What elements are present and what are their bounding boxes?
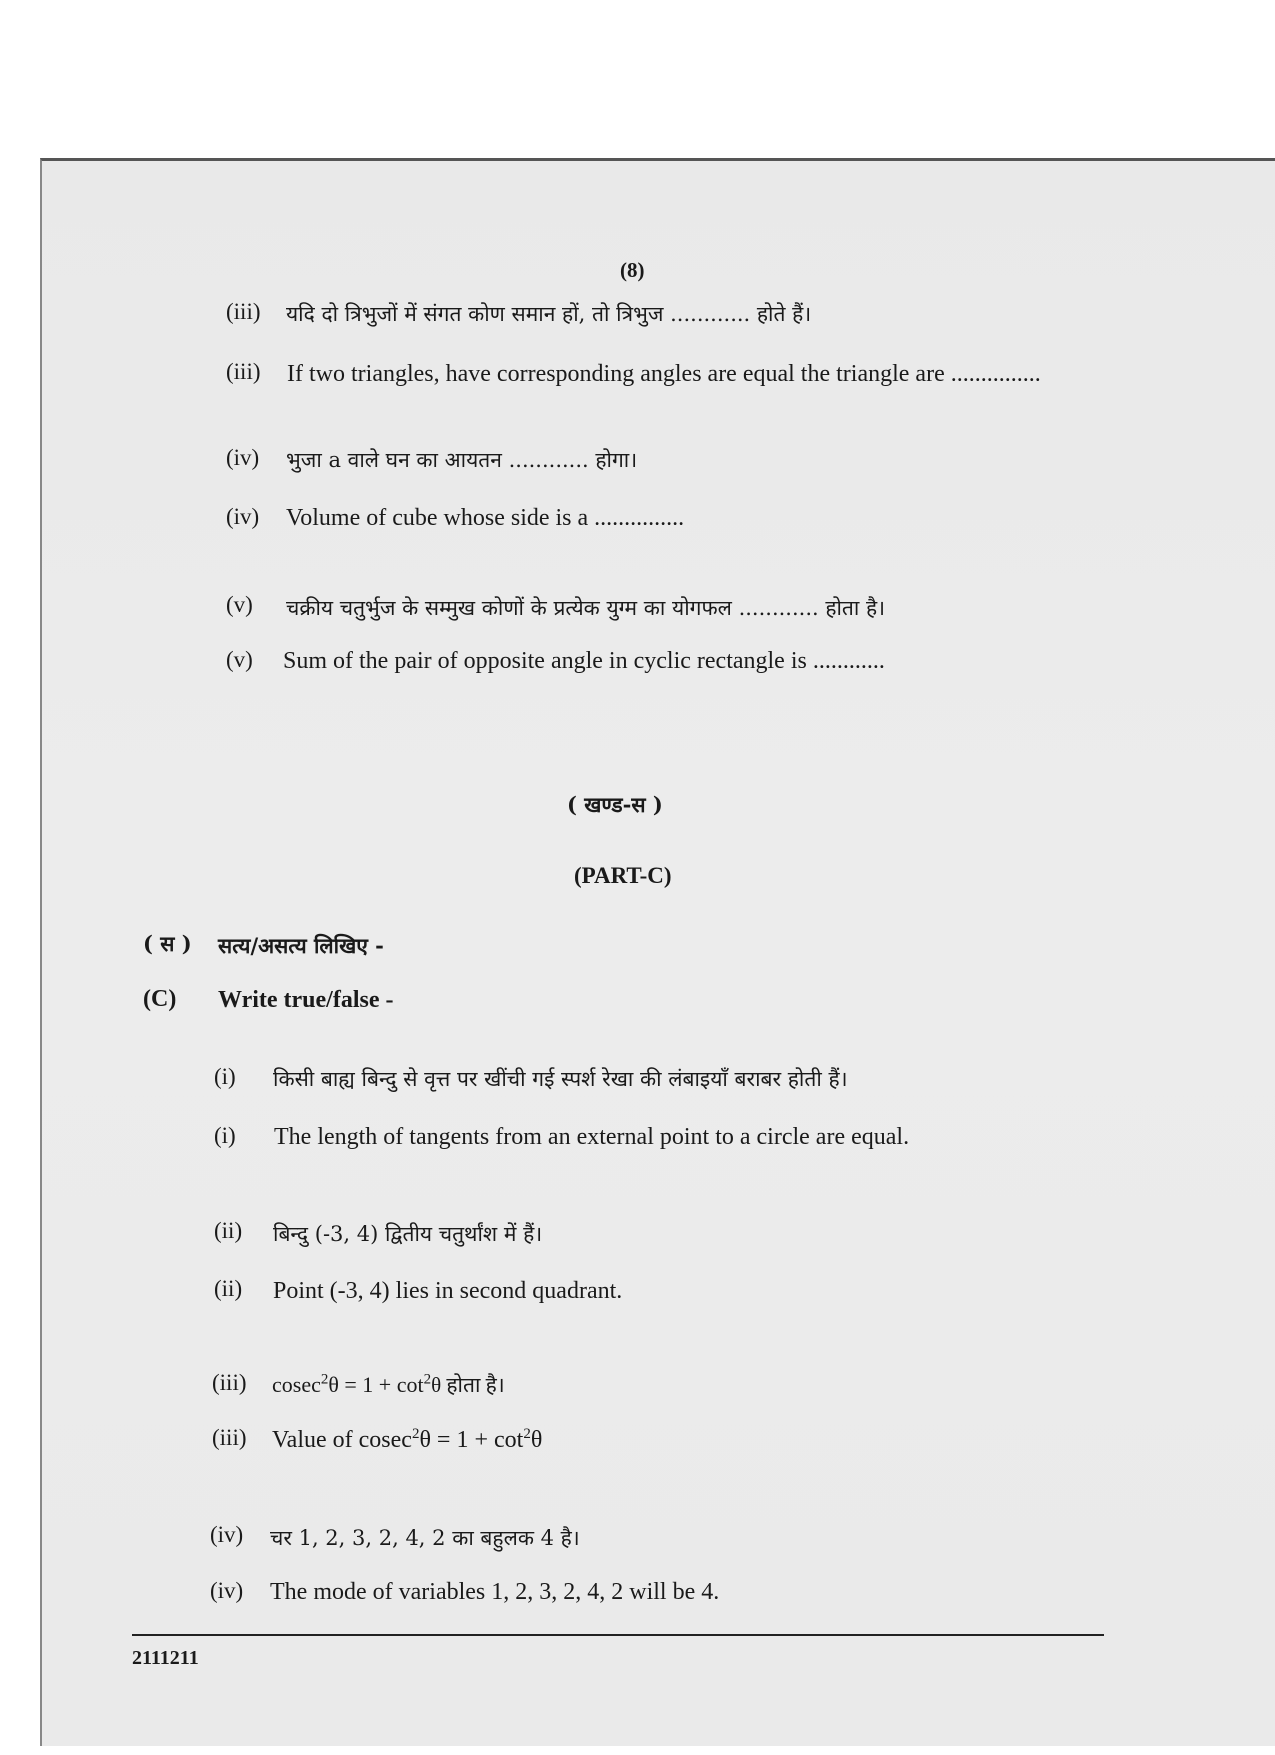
- q-iii-number-en: (iii): [226, 359, 261, 384]
- q-iv-hindi: भुजा a वाले घन का आयतन ............ होगा।: [286, 448, 638, 472]
- footer-rule: [132, 1634, 1104, 1636]
- tf-iii-hindi-part-b: θ = 1 + cot: [328, 1372, 424, 1397]
- tf-iv-hindi: चर 1, 2, 3, 2, 4, 2 का बहुलक 4 है।: [270, 1526, 580, 1550]
- tf-ii-english: Point (-3, 4) lies in second quadrant.: [273, 1278, 623, 1304]
- q-iii-hindi: यदि दो त्रिभुजों में संगत कोण समान हों, तो त्रिभुज ............ होते हैं।: [286, 302, 812, 326]
- q-v-english: Sum of the pair of opposite angle in cyclic rectangle is ............: [283, 648, 885, 674]
- tf-iii-english-part-b: θ = 1 + cot: [419, 1427, 524, 1453]
- question-label-english: (C): [143, 986, 177, 1012]
- section-title-english: (PART-C): [574, 863, 672, 888]
- tf-iii-english: [272, 1426, 542, 1454]
- question-label-hindi: ( स ): [143, 931, 192, 956]
- tf-iv-number-hi: (iv): [210, 1522, 244, 1547]
- q-v-number-hi: (v): [226, 592, 253, 617]
- tf-iii-number-en: (iii): [212, 1425, 247, 1450]
- tf-iii-hindi-sup-a: 2: [320, 1371, 329, 1388]
- tf-ii-number-hi: (ii): [214, 1218, 243, 1243]
- footer-code: 2111211: [132, 1647, 199, 1669]
- q-iv-number-hi: (iv): [226, 445, 260, 470]
- question-instruction-hindi: सत्य/असत्य लिखिए -: [218, 933, 384, 958]
- tf-iv-number-en: (iv): [210, 1578, 244, 1603]
- tf-iii-english-part-c: θ: [530, 1427, 543, 1453]
- tf-iii-english-sup-b: 2: [523, 1426, 531, 1442]
- q-v-number-en: (v): [226, 647, 253, 672]
- q-iv-english: Volume of cube whose side is a ...............: [286, 505, 685, 531]
- tf-iii-hindi-sup-b: 2: [423, 1371, 432, 1388]
- tf-iii-number-hi: (iii): [212, 1370, 247, 1395]
- tf-i-number-en: (i): [214, 1123, 236, 1148]
- tf-iii-hindi: [272, 1371, 505, 1399]
- tf-i-hindi: किसी बाह्य बिन्दु से वृत्त पर खींची गई स्पर्श रेखा की लंबाइयाँ बराबर होती हैं।: [273, 1067, 848, 1091]
- tf-iii-hindi-part-c: θ होता है।: [431, 1373, 505, 1397]
- tf-iii-english-part-a: Value of cosec: [272, 1427, 412, 1453]
- q-iii-number-hi: (iii): [226, 299, 261, 324]
- page-top-margin: [0, 0, 1275, 160]
- q-v-hindi: चक्रीय चतुर्भुज के सम्मुख कोणों के प्रत्येक युग्म का योगफल ............ होता है।: [286, 596, 886, 620]
- q-iii-english: If two triangles, have corresponding angles are equal the triangle are ...............: [287, 361, 1041, 387]
- question-instruction-english: Write true/false -: [218, 987, 394, 1013]
- q-iv-number-en: (iv): [226, 504, 260, 529]
- tf-iii-english-sup-a: 2: [411, 1426, 420, 1442]
- page-number: (8): [620, 258, 645, 282]
- tf-ii-number-en: (ii): [214, 1276, 243, 1301]
- tf-ii-hindi: बिन्दु (-3, 4) द्वितीय चतुर्थांश में हैं।: [273, 1222, 543, 1246]
- section-title-hindi: ( खण्ड-स ): [567, 792, 663, 817]
- tf-i-english: The length of tangents from an external point to a circle are equal.: [274, 1124, 910, 1150]
- tf-iii-hindi-part-a: cosec: [272, 1372, 321, 1397]
- tf-i-number-hi: (i): [214, 1064, 236, 1089]
- tf-iv-english: The mode of variables 1, 2, 3, 2, 4, 2 will be 4.: [270, 1579, 720, 1605]
